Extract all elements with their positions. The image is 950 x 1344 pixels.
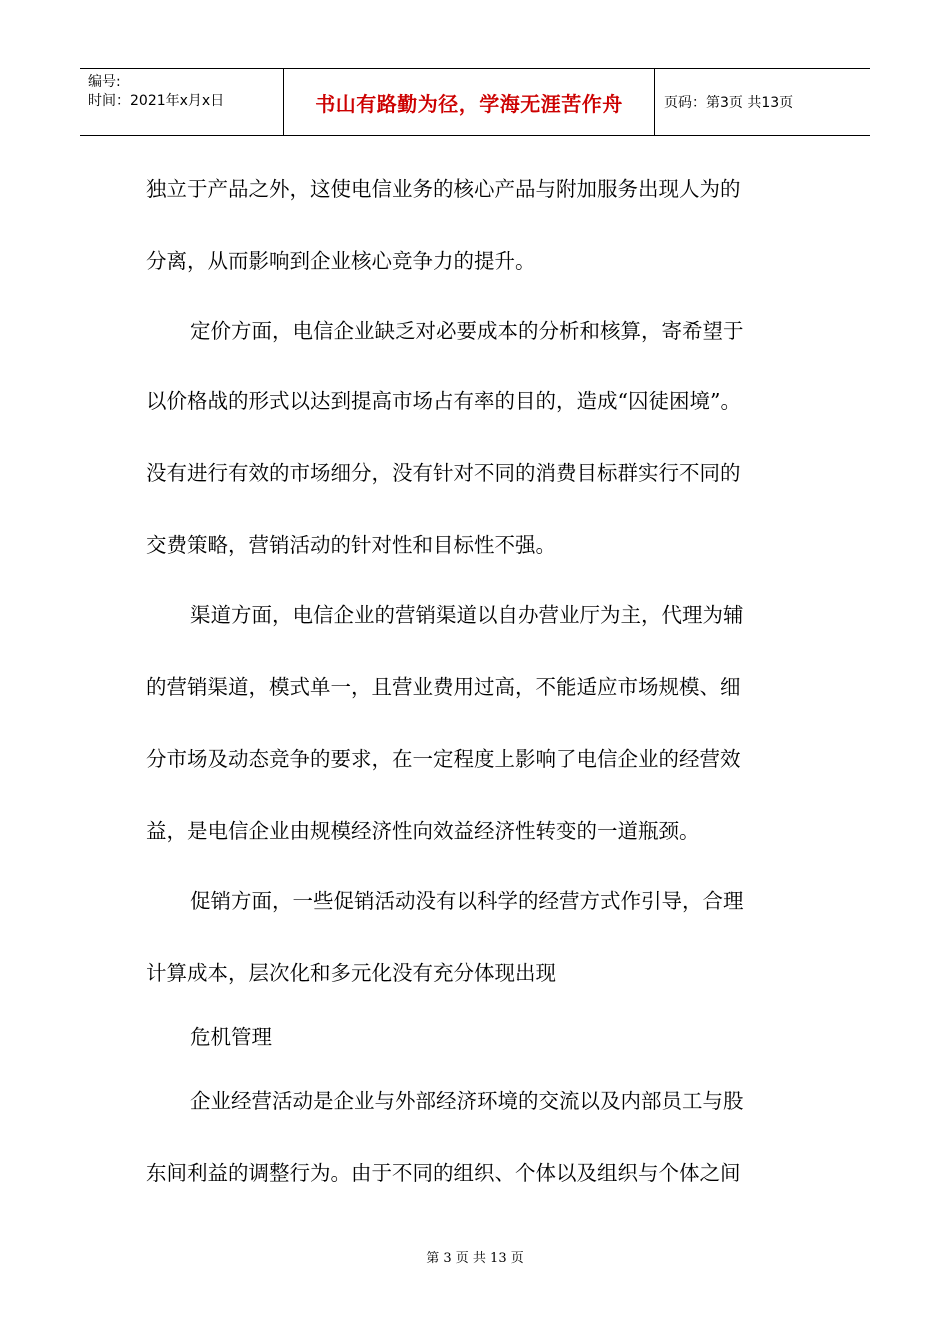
body-line: 企业经营活动是企业与外部经济环境的交流以及内部员工与股	[190, 1089, 744, 1113]
doc-time-label: 时间：2021年x月x日	[88, 93, 225, 109]
header-divider	[654, 69, 655, 135]
body-line: 分市场及动态竞争的要求，在一定程度上影响了电信企业的经营效	[146, 747, 741, 771]
body-line: 以价格战的形式以达到提高市场占有率的目的，造成“囚徒困境”。	[146, 389, 741, 413]
body-line: 定价方面，电信企业缺乏对必要成本的分析和核算，寄希望于	[190, 319, 744, 343]
page-footer: 第 3 页 共 13 页	[426, 1251, 524, 1266]
body-line: 计算成本，层次化和多元化没有充分体现出现	[146, 961, 556, 985]
header-motto: 书山有路勤为径，学海无涯苦作舟	[315, 91, 623, 116]
body-line: 益，是电信企业由规模经济性向效益经济性转变的一道瓶颈。	[146, 819, 700, 843]
page-header	[80, 68, 870, 136]
body-line: 独立于产品之外，这使电信业务的核心产品与附加服务出现人为的	[146, 177, 741, 201]
body-line: 分离，从而影响到企业核心竞争力的提升。	[146, 249, 536, 273]
doc-number-label: 编号:	[88, 74, 121, 90]
header-page-info: 页码：第3页 共13页	[664, 95, 794, 111]
header-meta	[80, 69, 283, 135]
body-line: 渠道方面，电信企业的营销渠道以自办营业厅为主，代理为辅	[190, 603, 744, 627]
section-heading: 危机管理	[190, 1025, 272, 1049]
body-line: 交费策略，营销活动的针对性和目标性不强。	[146, 533, 556, 557]
body-line: 没有进行有效的市场细分，没有针对不同的消费目标群实行不同的	[146, 461, 741, 485]
body-line: 东间利益的调整行为。由于不同的组织、个体以及组织与个体之间	[146, 1161, 741, 1185]
body-line: 促销方面，一些促销活动没有以科学的经营方式作引导，合理	[190, 889, 744, 913]
body-line: 的营销渠道，模式单一，且营业费用过高，不能适应市场规模、细	[146, 675, 741, 699]
